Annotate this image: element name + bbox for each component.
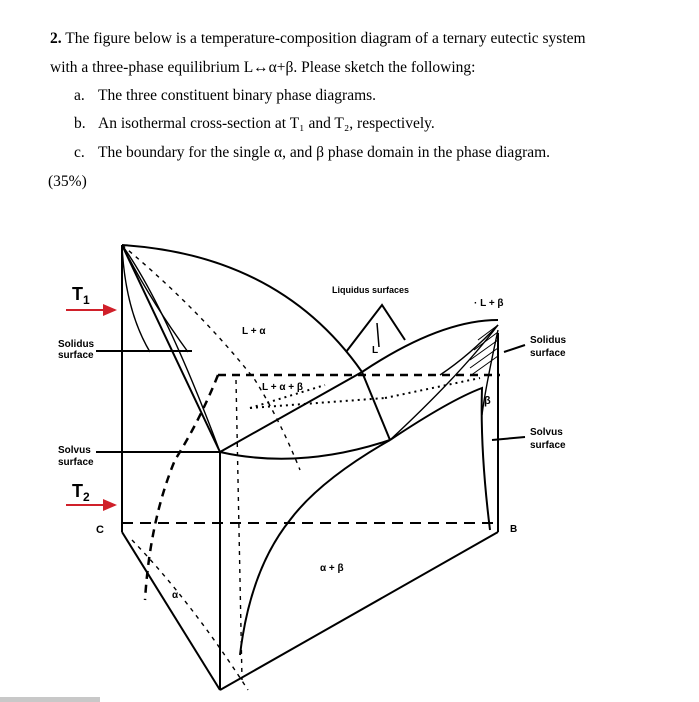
c-vertex-label: C <box>96 524 104 536</box>
solidus-right-pointer <box>504 345 525 352</box>
prism-frame <box>122 245 498 690</box>
item-text: The boundary for the single α, and β phase domain in the phase diagram. <box>98 144 551 161</box>
solidus-line-3 <box>122 245 150 352</box>
solvus-right-label-2: surface <box>530 440 566 451</box>
t1-label: $T_1$ <box>72 284 90 307</box>
solidus-line-right-1 <box>440 325 498 375</box>
l-label-tick <box>377 323 379 347</box>
solvus-left-label-1: Solvus <box>58 445 91 456</box>
base-right-edge <box>220 532 498 690</box>
item-text: The three constituent binary phase diagrams. <box>98 87 377 104</box>
top-left-edge <box>122 245 220 452</box>
page-scroll-indicator <box>0 697 100 702</box>
t2-label: $T_2$ <box>72 481 90 504</box>
solvus-right-pointer <box>492 437 525 440</box>
solidus-right-label-2: surface <box>530 348 566 359</box>
item-label: b. <box>74 115 86 132</box>
item-label: a. <box>74 87 85 104</box>
beta-label: β <box>484 395 491 407</box>
l-plus-alpha-label: L + α <box>242 326 266 337</box>
l-label: L <box>372 345 379 356</box>
hatch-right <box>470 325 498 376</box>
dashed-guide-3 <box>236 380 242 680</box>
solidus-line-1 <box>122 245 188 352</box>
intro-line-2: with a three-phase equilibrium L↔α+β. Please sketch the following: <box>50 59 476 76</box>
intro-text-1: The figure below is a temperature-composition diagram of a ternary eutectic system <box>65 30 586 47</box>
alpha-label: α <box>172 590 179 601</box>
solidus-left-label-1: Solidus <box>58 339 95 350</box>
solvus-right <box>390 388 490 530</box>
l-alpha-beta-label: L + α + β <box>262 382 303 393</box>
b-vertex-label: B <box>510 524 518 535</box>
solidus-lines <box>122 245 498 452</box>
dotted-line-1 <box>250 398 385 408</box>
solidus-right-label-1: Solidus <box>530 335 567 346</box>
solvus-front-curve <box>240 440 390 655</box>
item-label: c. <box>74 144 85 161</box>
dashed-guide-1 <box>122 245 300 470</box>
item-text: An isothermal cross-section at T₁ and T₂, respectively. <box>98 115 435 132</box>
liquidus-label: Liquidus surfaces <box>332 285 410 295</box>
alpha-beta-label: α + β <box>320 563 344 574</box>
eutectic-vertical <box>362 372 390 440</box>
solvus-left-dashed <box>145 375 218 600</box>
question-number: 2. <box>50 30 62 47</box>
dashed-guides <box>122 245 300 690</box>
l-plus-beta-label: · L + β <box>474 298 504 309</box>
solidus-left-label-2: surface <box>58 350 94 361</box>
solvus-right-label-1: Solvus <box>530 427 563 438</box>
base-left-edge <box>122 532 220 690</box>
solvus-left-label-2: surface <box>58 457 94 468</box>
points-label: (35%) <box>48 173 87 190</box>
